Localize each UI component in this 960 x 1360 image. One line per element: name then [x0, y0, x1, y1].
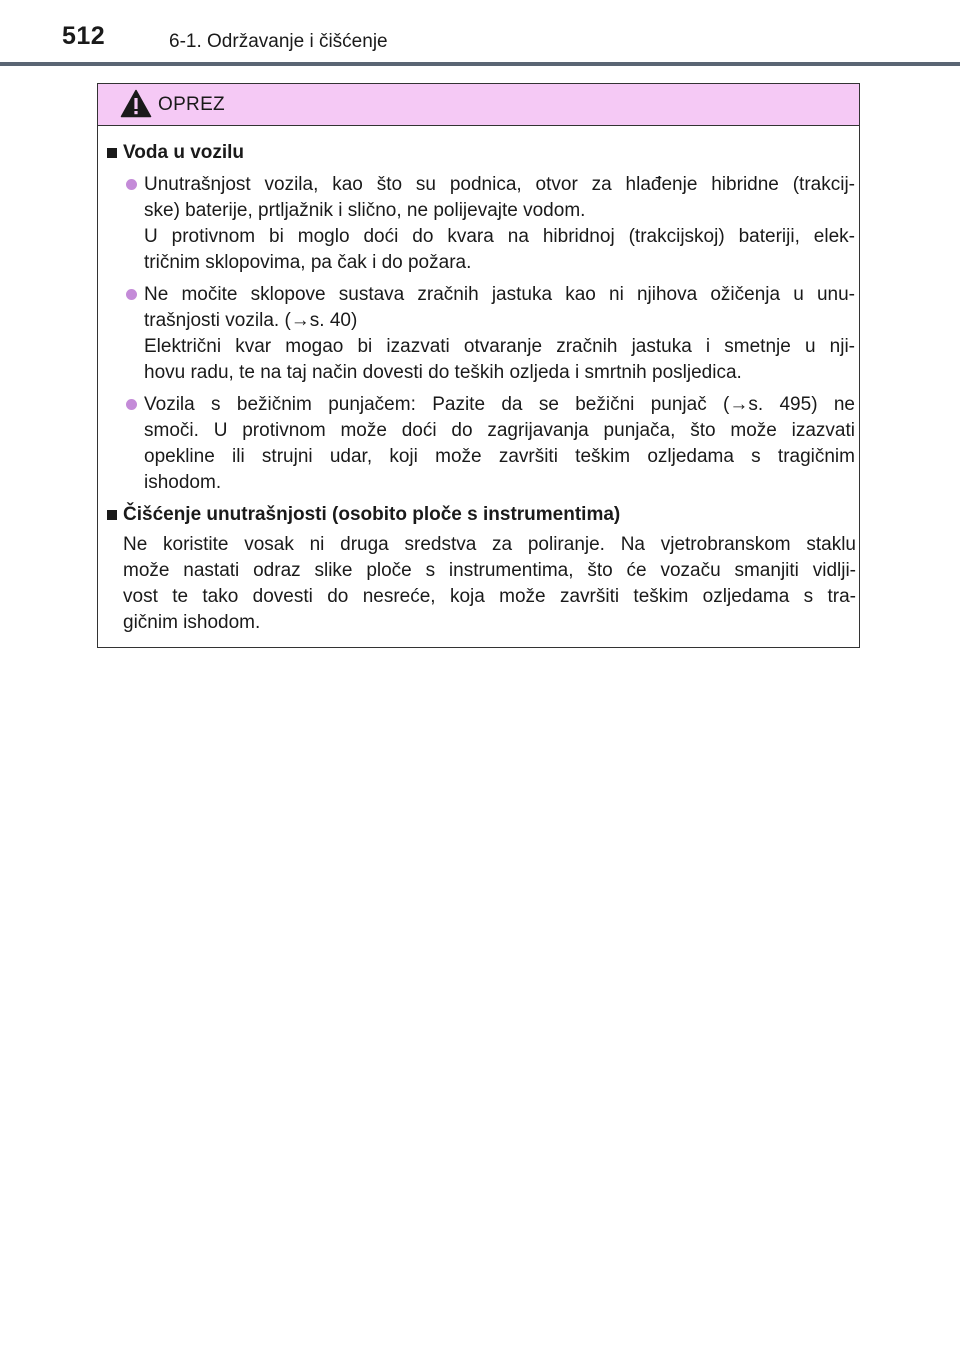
text-line: trašnjosti vozila. (→s. 40)	[144, 310, 358, 331]
caution-box	[97, 83, 860, 648]
header-divider	[0, 62, 960, 66]
bullet-text	[144, 282, 855, 386]
bullet-text	[144, 392, 855, 496]
square-bullet-icon	[107, 148, 117, 158]
text-line: gičnim ishodom.	[123, 612, 261, 633]
text-line: vost te tako dovesti do nesreće, koja može završiti teškim ozljedama s tra-	[123, 586, 856, 607]
caution-title: OPREZ	[158, 94, 225, 115]
page-number: 512	[62, 22, 106, 50]
text-line: Ne koristite vosak ni druga sredstva za poliranje. Na vjetrobranskom staklu	[123, 534, 856, 555]
text-line: može nastati odraz slike ploče s instrumentima, što će vozaču smanjiti vidlji-	[123, 560, 856, 581]
text-line: Ne močite sklopove sustava zračnih jastuka kao ni njihova ožičenja u unu-	[144, 284, 855, 305]
text-line: ske) baterije, prtljažnik i slično, ne polijevajte vodom.	[144, 200, 586, 221]
text-line: Električni kvar mogao bi izazvati otvaranje zračnih jastuka i smetnje u nji-	[144, 336, 855, 357]
bullet-text	[144, 172, 855, 276]
text-line: Unutrašnjost vozila, kao što su podnica, otvor za hlađenje hibridne (trakcij-	[144, 174, 855, 195]
round-bullet-icon	[126, 179, 137, 190]
text-line: smoči. U protivnom može doći do zagrijavanja punjača, što može izazvati	[144, 420, 855, 441]
warning-triangle-icon	[120, 89, 152, 118]
section-water-in-vehicle	[98, 140, 858, 496]
square-bullet-icon	[107, 510, 117, 520]
section-title: 6-1. Održavanje i čišćenje	[169, 31, 388, 52]
section-heading: Voda u vozilu	[123, 142, 245, 163]
text-line: ishodom.	[144, 472, 222, 493]
section-heading: Čišćenje unutrašnjosti (osobito ploče s instrumentima)	[123, 504, 621, 525]
section-paragraph	[123, 532, 856, 636]
round-bullet-icon	[126, 289, 137, 300]
text-line: hovu radu, te na taj način dovesti do teških ozljeda i smrtnih posljedica.	[144, 362, 742, 383]
round-bullet-icon	[126, 399, 137, 410]
section-interior-cleaning	[98, 502, 858, 636]
text-line: opekline ili strujni udar, koji može završiti teškim ozljedama s tragičnim	[144, 446, 855, 467]
text-line: Vozila s bežičnim punjačem: Pazite da se bežični punjač (→s. 495) ne	[144, 394, 855, 415]
text-line: tričnim sklopovima, pa čak i do požara.	[144, 252, 472, 273]
list-item	[98, 282, 858, 386]
list-item	[98, 392, 858, 496]
text-line: U protivnom bi moglo doći do kvara na hibridnoj (trakcijskoj) bateriji, elek-	[144, 226, 855, 247]
list-item	[98, 172, 858, 276]
page-header	[0, 0, 960, 68]
caution-body	[98, 140, 858, 636]
caution-header	[98, 84, 859, 126]
